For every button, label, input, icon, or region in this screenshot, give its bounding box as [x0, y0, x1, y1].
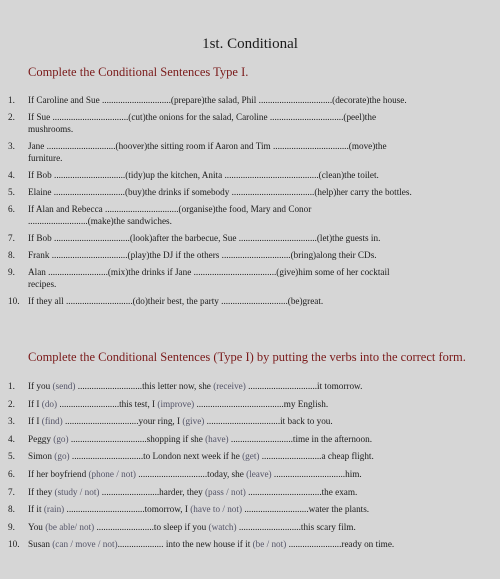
verb-hint: (have to / not) [190, 504, 243, 515]
verb-hint: (find) [41, 416, 63, 427]
item-number: 8. [8, 504, 15, 515]
exercise-text: ......................................my English. [194, 398, 329, 409]
exercise-item [0, 450, 500, 462]
exercise-text: You [28, 521, 46, 532]
exercise-text: If it [28, 504, 44, 515]
item-number: 10. [8, 296, 20, 306]
exercise-text: If you [28, 381, 53, 391]
exercise-text: Peggy [28, 433, 54, 444]
exercise-text: ...........................this scary film. [236, 521, 356, 532]
item-number: 2. [8, 112, 15, 122]
verb-hint: (study / not) [54, 486, 100, 497]
item-number: 4. [8, 170, 15, 180]
exercise-text: ................................the exam. [245, 486, 358, 497]
exercise-text: .......................ready on time. [286, 539, 395, 550]
item-number: 9. [8, 267, 15, 277]
exercise-text: .........................to sleep if you [94, 521, 209, 532]
verb-hint: (be able/ not) [45, 521, 95, 532]
section2-heading: Complete the Conditional Sentences (Type I) by putting the verbs into the correct form. [28, 350, 466, 364]
item-number: 1. [8, 95, 15, 105]
exercise-item [0, 249, 500, 261]
verb-hint: (pass / not) [204, 486, 246, 497]
exercise-text: ............................this letter now, she [75, 381, 214, 391]
exercise-text: Elaine ...............................(buy)the drinks if somebody ....................................(help)her carry the bottles. [28, 187, 412, 197]
exercise-text: Susan [28, 539, 53, 550]
exercise-item [0, 380, 500, 392]
verb-hint: (go) [53, 433, 69, 444]
exercise-text: If I [28, 416, 42, 427]
exercise-text: If her boyfriend [28, 468, 89, 479]
exercise-text: Simon [28, 451, 55, 462]
item-number: 1. [8, 381, 15, 391]
exercise-text: ..............................it tomorrow. [245, 381, 363, 391]
item-number: 10. [8, 539, 20, 550]
verb-hint: (send) [52, 381, 76, 391]
exercise-text: ..................................tomorrow, I [64, 504, 191, 515]
exercise-item [0, 433, 500, 445]
exercise-text: Alan ..........................(mix)the drinks if Jane ....................................(give)him some of her cocktail [28, 267, 390, 277]
exercise-text: ..........................this test, I [57, 398, 158, 409]
item-number: 6. [8, 468, 15, 479]
verb-hint: (receive) [213, 381, 246, 391]
exercise-text: If Caroline and Sue ..............................(prepare)the salad, Phil ................................(decorate)the house. [28, 95, 407, 105]
item-number: 2. [8, 398, 15, 409]
section1-list [0, 94, 500, 312]
exercise-item [0, 521, 500, 533]
verb-hint: (give) [182, 416, 205, 427]
exercise-item [0, 538, 500, 550]
section1-heading: Complete the Conditional Sentences Type I. [28, 65, 249, 79]
exercise-text: ................................it back to you. [204, 416, 333, 427]
exercise-item [0, 203, 500, 227]
exercise-text: ..............................today, she [135, 468, 247, 479]
exercise-item [0, 415, 500, 427]
page-title: 1st. Conditional [202, 36, 298, 52]
item-number: 4. [8, 433, 15, 444]
exercise-item [0, 111, 500, 135]
verb-hint: (rain) [43, 504, 65, 515]
exercise-text: Frank .................................(play)the DJ if the others ..............................(bring)along their CDs. [28, 250, 377, 260]
exercise-text: recipes. [28, 279, 57, 289]
verb-hint: (can / move / not) [52, 539, 118, 550]
exercise-text: If they all .............................(do)their best, the party .............................(be)great. [28, 296, 324, 306]
exercise-text: If Bob .................................(look)after the barbecue, Sue ..................................(let)the guests in. [28, 233, 381, 243]
verb-hint: (get) [242, 451, 260, 462]
exercise-item [0, 266, 500, 290]
exercise-text: If Bob ...............................(tidy)up the kitchen, Anita .........................................(clean)the toilet. [28, 170, 379, 180]
exercise-item [0, 486, 500, 498]
verb-hint: (improve) [157, 398, 195, 409]
exercise-text: ............................water the plants. [242, 504, 370, 515]
exercise-text: ...............................him. [271, 468, 362, 479]
exercise-item [0, 186, 500, 198]
item-number: 9. [8, 521, 15, 532]
item-number: 3. [8, 141, 15, 151]
exercise-text: ..........................(make)the sandwiches. [28, 216, 172, 226]
exercise-text: ..........................a cheap flight. [259, 451, 374, 462]
exercise-text: furniture. [28, 153, 63, 163]
exercise-item [0, 398, 500, 410]
exercise-text: If Alan and Rebecca ................................(organise)the food, Mary and Conor [28, 204, 312, 214]
exercise-item [0, 503, 500, 515]
exercise-text: If they [28, 486, 55, 497]
exercise-text: .................... into the new house if it [117, 539, 253, 550]
verb-hint: (go) [54, 451, 70, 462]
exercise-item [0, 140, 500, 164]
item-number: 6. [8, 204, 15, 214]
verb-hint: (watch) [208, 521, 237, 532]
item-number: 3. [8, 416, 15, 427]
verb-hint: (phone / not) [88, 468, 136, 479]
item-number: 8. [8, 250, 15, 260]
exercise-text: ................................your ring, I [62, 416, 183, 427]
exercise-text: Jane ..............................(hoover)the sitting room if Aaron and Tim .................................(move)the [28, 141, 387, 151]
exercise-text: ...............................to London next week if he [69, 451, 243, 462]
verb-hint: (be / not) [252, 539, 287, 550]
exercise-item [0, 468, 500, 480]
exercise-text: .................................shopping if she [68, 433, 206, 444]
verb-hint: (have) [205, 433, 229, 444]
exercise-text: ...........................time in the afternoon. [228, 433, 372, 444]
item-number: 5. [8, 451, 15, 462]
section2-list [0, 380, 500, 556]
exercise-item [0, 295, 500, 307]
exercise-item [0, 169, 500, 181]
item-number: 7. [8, 486, 15, 497]
verb-hint: (do) [41, 398, 58, 409]
exercise-text: .........................harder, they [99, 486, 205, 497]
verb-hint: (leave) [246, 468, 272, 479]
item-number: 7. [8, 233, 15, 243]
item-number: 5. [8, 187, 15, 197]
exercise-text: mushrooms. [28, 124, 74, 134]
exercise-item [0, 94, 500, 106]
exercise-item [0, 232, 500, 244]
exercise-text: If I [28, 398, 42, 409]
exercise-text: If Sue .................................(cut)the onions for the salad, Caroline ................................(peel)the [28, 112, 377, 122]
